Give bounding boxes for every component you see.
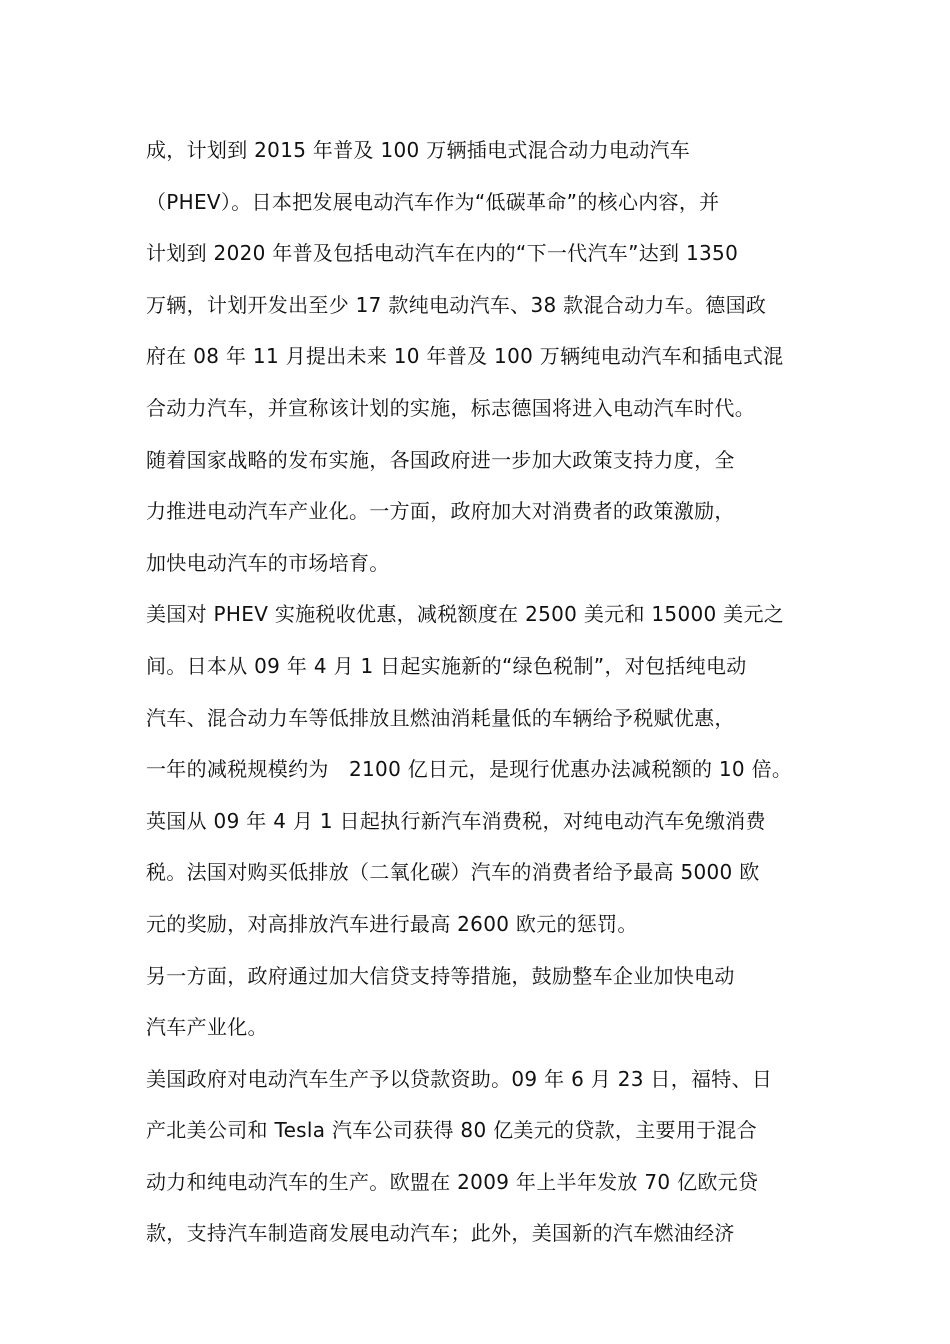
text-line: 间。日本从 09 年 4 月 1 日起实施新的“绿色税制”，对包括纯电动 xyxy=(146,653,747,678)
text-line: 产北美公司和 Tesla 汽车公司获得 80 亿美元的贷款，主要用于混合 xyxy=(146,1118,758,1143)
text-line: 万辆，计划开发出至少 17 款纯电动汽车、38 款混合动力车。德国政 xyxy=(146,292,767,317)
text-line: 另一方面，政府通过加大信贷支持等措施，鼓励整车企业加快电动 xyxy=(146,963,735,988)
text-line: 动力和纯电动汽车的生产。欧盟在 2009 年上半年发放 70 亿欧元贷 xyxy=(146,1169,759,1194)
text-line: 合动力汽车，并宣称该计划的实施，标志德国将进入电动汽车时代。 xyxy=(146,395,755,420)
text-line: 元的奖励，对高排放汽车进行最高 2600 欧元的惩罚。 xyxy=(146,911,638,936)
text-line: 美国对 PHEV 实施税收优惠，减税额度在 2500 美元和 15000 美元之 xyxy=(146,602,785,627)
text-line: 款，支持汽车制造商发展电动汽车；此外，美国新的汽车燃油经济 xyxy=(146,1221,735,1246)
text-line: 力推进电动汽车产业化。一方面，政府加大对消费者的政策激励， xyxy=(146,499,735,524)
text-line: 汽车、混合动力车等低排放且燃油消耗量低的车辆给予税赋优惠， xyxy=(146,705,735,730)
text-line: 随着国家战略的发布实施，各国政府进一步加大政策支持力度，全 xyxy=(146,447,735,472)
text-line: 一年的减税规模约为 2100 亿日元，是现行优惠办法减税额的 10 倍。 xyxy=(146,757,793,782)
text-line: 计划到 2020 年普及包括电动汽车在内的“下一代汽车”达到 1350 xyxy=(146,241,739,266)
text-line: 成，计划到 2015 年普及 100 万辆插电式混合动力电动汽车 xyxy=(146,138,691,162)
document-body xyxy=(146,128,846,1263)
text-line: 美国政府对电动汽车生产予以贷款资助。09 年 6 月 23 日，福特、日 xyxy=(146,1066,773,1091)
text-line: 英国从 09 年 4 月 1 日起执行新汽车消费税，对纯电动汽车免缴消费 xyxy=(146,808,766,833)
text-line: 府在 08 年 11 月提出未来 10 年普及 100 万辆纯电动汽车和插电式混 xyxy=(146,344,784,369)
text-line: （PHEV）。日本把发展电动汽车作为“低碳革命”的核心内容，并 xyxy=(146,189,720,214)
text-line: 税。法国对购买低排放（二氧化碳）汽车的消费者给予最高 5000 欧 xyxy=(146,860,760,885)
text-line: 汽车产业化。 xyxy=(146,1015,268,1040)
text-line: 加快电动汽车的市场培育。 xyxy=(146,550,390,575)
